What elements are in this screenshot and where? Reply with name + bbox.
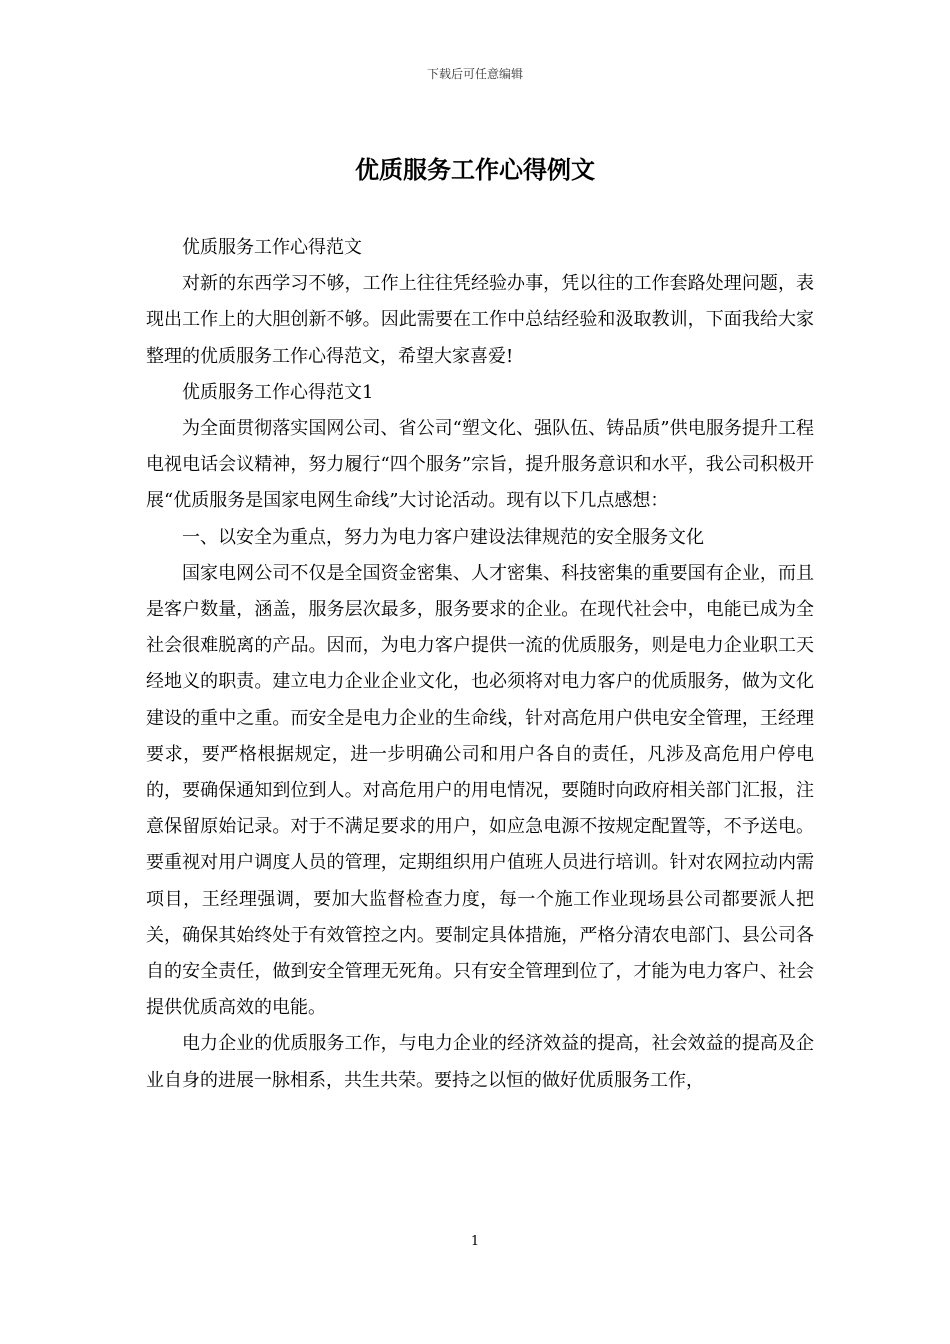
page-number: 1	[470, 1234, 480, 1249]
paragraph-heading-2: 优质服务工作心得范文1	[182, 381, 374, 403]
paragraph-intro: 对新的东西学习不够，工作上往往凭经验办事，凭以往的工作套路处理问题，表现出工作上的大胆创新不够。因此需要在工作中总结经验和汲取教训，下面我给大家整理的优质服务工作心得范文，希望大家喜爱!	[146, 273, 814, 367]
paragraph-heading-1: 优质服务工作心得范文	[182, 237, 362, 258]
document-title: 优质服务工作心得例文	[355, 155, 595, 184]
paragraph-body: 国家电网公司不仅是全国资金密集、人才密集、科技密集的重要国有企业，而且是客户数量，涵盖，服务层次最多，服务要求的企业。在现代社会中，电能已成为全社会很难脱离的产品。因而，为电力客户提供一流的优质服务，则是电力企业职工天经地义的职责。建立电力企业企业文化，也必须将对电力客户的优质服务，做为文化建设的重中之重。而安全是电力企业的生命线，针对高危用户供电安全管理，王经理要求，要严格根据规定，进一步明确公司和用户各自的责任，凡涉及高危用户停电的，要确保通知到位到人。对高危用户的用电情况，要随时向政府相关部门汇报，注意保留原始记录。对于不满足要求的用户，如应急电源不按规定配置等，不予送电。要重视对用户调度人员的管理，定期组织用户值班人员进行培训。针对农网拉动内需项目，王经理强调，要加大监督检查力度，每一个施工作业现场县公司都要派人把关，确保其始终处于有效管控之内。要制定具体措施，严格分清农电部门、县公司各自的安全责任，做到安全管理无死角。只有安全管理到位了，才能为电力客户、社会提供优质高效的电能。	[146, 562, 814, 1019]
paragraph-body: 为全面贯彻落实国网公司、省公司“塑文化、强队伍、铸品质”供电服务提升工程电视电话会议精神，努力履行“四个服务”宗旨，提升服务意识和水平，我公司积极开展“优质服务是国家电网生命线”大讨论活动。现有以下几点感想：	[146, 418, 814, 512]
header-note: 下载后可任意编辑	[426, 67, 523, 81]
paragraph-body: 电力企业的优质服务工作，与电力企业的经济效益的提高，社会效益的提高及企业自身的进展一脉相系，共生共荣。要持之以恒的做好优质服务工作，	[146, 1033, 814, 1091]
document-body	[146, 230, 814, 1099]
section-heading: 一、以安全为重点，努力为电力客户建设法律规范的安全服务文化	[182, 526, 704, 548]
